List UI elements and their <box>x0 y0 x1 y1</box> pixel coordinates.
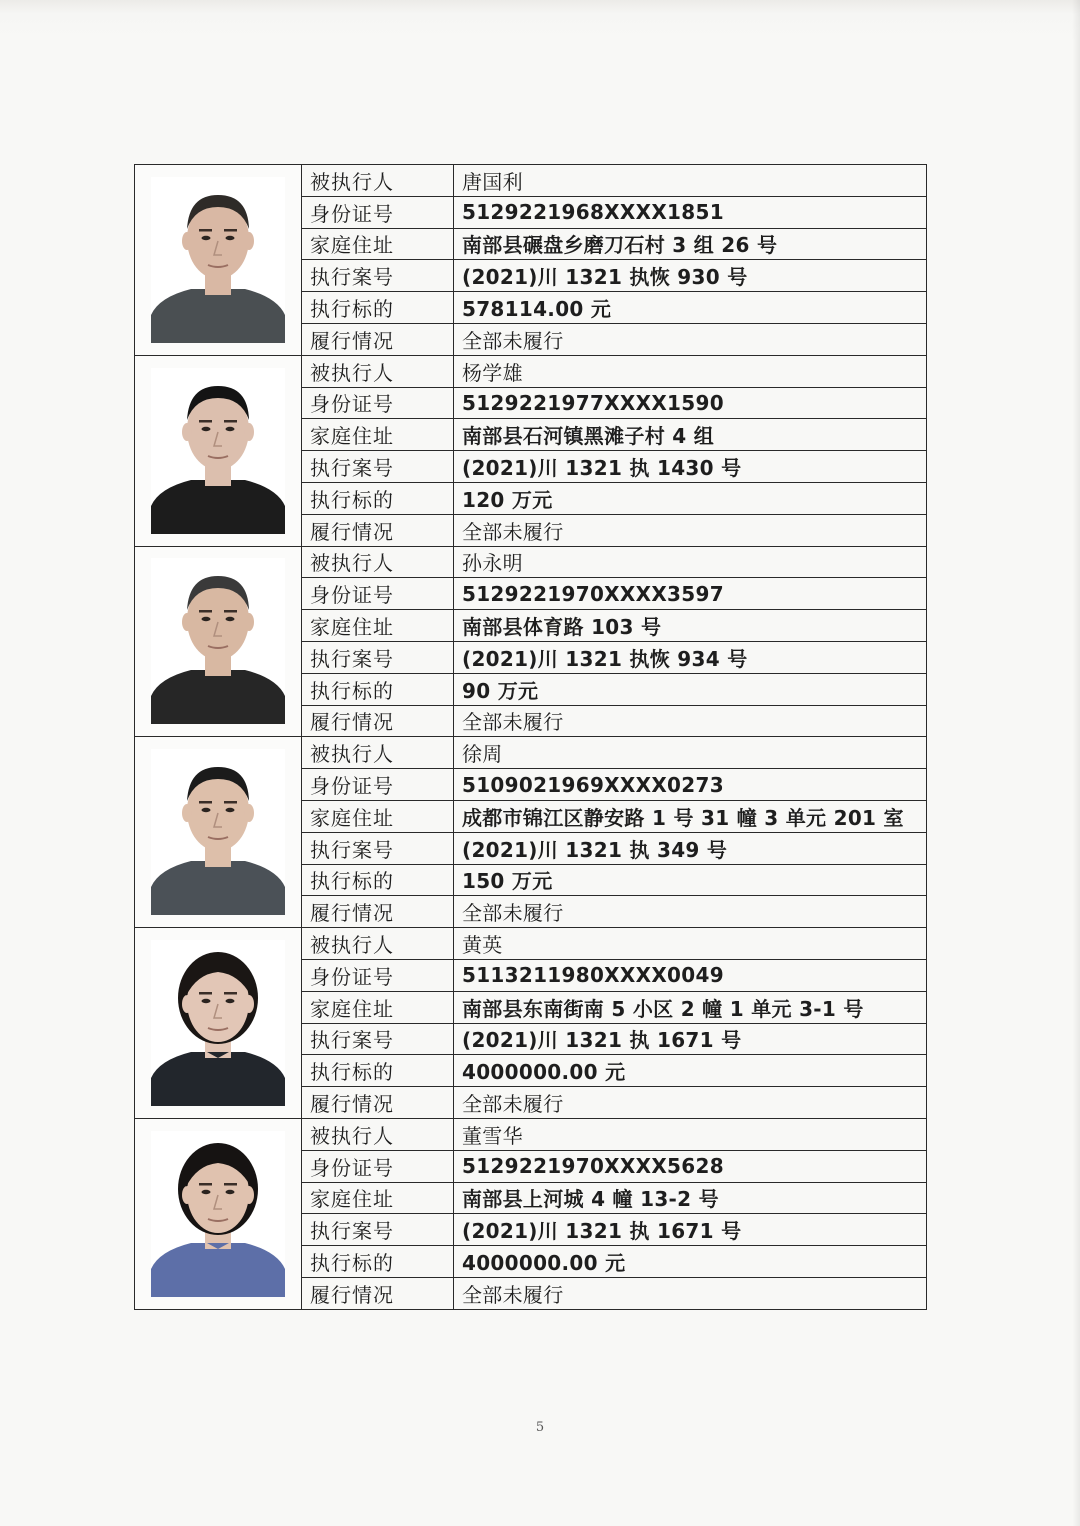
person-portrait-photo <box>151 368 285 534</box>
field-label-id-number: 身份证号 <box>302 959 454 991</box>
person-photo-cell <box>135 1118 302 1309</box>
field-label-case-number: 执行案号 <box>302 641 454 673</box>
field-label-status: 履行情况 <box>302 323 454 355</box>
field-value-address: 南部县体育路 103 号 <box>454 610 927 642</box>
field-label-name: 被执行人 <box>302 928 454 960</box>
person-6-row-name <box>135 1118 927 1150</box>
field-value-address: 南部县碾盘乡磨刀石村 3 组 26 号 <box>454 228 927 260</box>
person-photo-cell <box>135 546 302 737</box>
field-label-id-number: 身份证号 <box>302 387 454 419</box>
field-label-amount: 执行标的 <box>302 1055 454 1087</box>
field-value-address: 南部县上河城 4 幢 13-2 号 <box>454 1182 927 1214</box>
page-number: 5 <box>535 1420 545 1435</box>
person-4-row-name <box>135 737 927 769</box>
person-5-row-name <box>135 928 927 960</box>
field-label-name: 被执行人 <box>302 165 454 197</box>
scan-edge-shadow <box>1072 0 1080 1526</box>
field-value-amount: 578114.00 元 <box>454 292 927 324</box>
field-label-address: 家庭住址 <box>302 419 454 451</box>
field-value-address: 南部县东南街南 5 小区 2 幢 1 单元 3-1 号 <box>454 991 927 1023</box>
field-value-address: 成都市锦江区静安路 1 号 31 幢 3 单元 201 室 <box>454 800 927 832</box>
person-photo-cell <box>135 165 302 356</box>
field-label-id-number: 身份证号 <box>302 196 454 228</box>
field-label-status: 履行情况 <box>302 896 454 928</box>
field-value-status: 全部未履行 <box>454 896 927 928</box>
field-value-name: 董雪华 <box>454 1118 927 1150</box>
field-value-name: 黄英 <box>454 928 927 960</box>
field-label-address: 家庭住址 <box>302 800 454 832</box>
person-1-row-name <box>135 165 927 197</box>
field-value-id-number: 5129221970XXXX5628 <box>454 1150 927 1182</box>
field-label-address: 家庭住址 <box>302 1182 454 1214</box>
person-photo-cell <box>135 737 302 928</box>
field-value-amount: 4000000.00 元 <box>454 1246 927 1278</box>
field-value-amount: 120 万元 <box>454 482 927 514</box>
field-value-case-number: (2021)川 1321 执 1671 号 <box>454 1023 927 1055</box>
person-3-row-name <box>135 546 927 578</box>
person-portrait-photo <box>151 177 285 343</box>
field-value-id-number: 5113211980XXXX0049 <box>454 959 927 991</box>
person-portrait-photo <box>151 1131 285 1297</box>
field-label-status: 履行情况 <box>302 1277 454 1309</box>
field-label-amount: 执行标的 <box>302 864 454 896</box>
field-label-name: 被执行人 <box>302 546 454 578</box>
field-label-status: 履行情况 <box>302 705 454 737</box>
field-label-id-number: 身份证号 <box>302 769 454 801</box>
person-portrait-photo <box>151 749 285 915</box>
field-label-amount: 执行标的 <box>302 292 454 324</box>
field-value-case-number: (2021)川 1321 执恢 934 号 <box>454 641 927 673</box>
field-value-case-number: (2021)川 1321 执 1430 号 <box>454 451 927 483</box>
field-value-status: 全部未履行 <box>454 705 927 737</box>
field-label-name: 被执行人 <box>302 355 454 387</box>
field-value-status: 全部未履行 <box>454 1087 927 1119</box>
field-label-case-number: 执行案号 <box>302 832 454 864</box>
field-value-amount: 150 万元 <box>454 864 927 896</box>
field-value-name: 唐国利 <box>454 165 927 197</box>
field-label-id-number: 身份证号 <box>302 1150 454 1182</box>
field-label-name: 被执行人 <box>302 1118 454 1150</box>
field-label-id-number: 身份证号 <box>302 578 454 610</box>
person-photo-cell <box>135 928 302 1119</box>
field-label-case-number: 执行案号 <box>302 1023 454 1055</box>
field-label-name: 被执行人 <box>302 737 454 769</box>
field-label-case-number: 执行案号 <box>302 1214 454 1246</box>
field-value-address: 南部县石河镇黑滩子村 4 组 <box>454 419 927 451</box>
field-value-case-number: (2021)川 1321 执 1671 号 <box>454 1214 927 1246</box>
field-value-id-number: 5129221977XXXX1590 <box>454 387 927 419</box>
field-value-status: 全部未履行 <box>454 1277 927 1309</box>
field-label-amount: 执行标的 <box>302 482 454 514</box>
field-label-amount: 执行标的 <box>302 1246 454 1278</box>
field-value-case-number: (2021)川 1321 执 349 号 <box>454 832 927 864</box>
person-photo-cell <box>135 355 302 546</box>
field-value-status: 全部未履行 <box>454 323 927 355</box>
field-label-case-number: 执行案号 <box>302 260 454 292</box>
field-value-case-number: (2021)川 1321 执恢 930 号 <box>454 260 927 292</box>
field-label-address: 家庭住址 <box>302 228 454 260</box>
field-value-id-number: 5129221970XXXX3597 <box>454 578 927 610</box>
field-value-amount: 90 万元 <box>454 673 927 705</box>
field-label-status: 履行情况 <box>302 514 454 546</box>
field-label-status: 履行情况 <box>302 1087 454 1119</box>
field-value-name: 孙永明 <box>454 546 927 578</box>
field-value-id-number: 5129221968XXXX1851 <box>454 196 927 228</box>
field-value-name: 杨学雄 <box>454 355 927 387</box>
person-portrait-photo <box>151 558 285 724</box>
field-label-amount: 执行标的 <box>302 673 454 705</box>
field-value-amount: 4000000.00 元 <box>454 1055 927 1087</box>
field-value-id-number: 5109021969XXXX0273 <box>454 769 927 801</box>
field-label-address: 家庭住址 <box>302 991 454 1023</box>
person-portrait-photo <box>151 940 285 1106</box>
field-label-case-number: 执行案号 <box>302 451 454 483</box>
field-value-name: 徐周 <box>454 737 927 769</box>
field-value-status: 全部未履行 <box>454 514 927 546</box>
person-2-row-name <box>135 355 927 387</box>
field-label-address: 家庭住址 <box>302 610 454 642</box>
judgment-debtor-table <box>134 164 927 1310</box>
